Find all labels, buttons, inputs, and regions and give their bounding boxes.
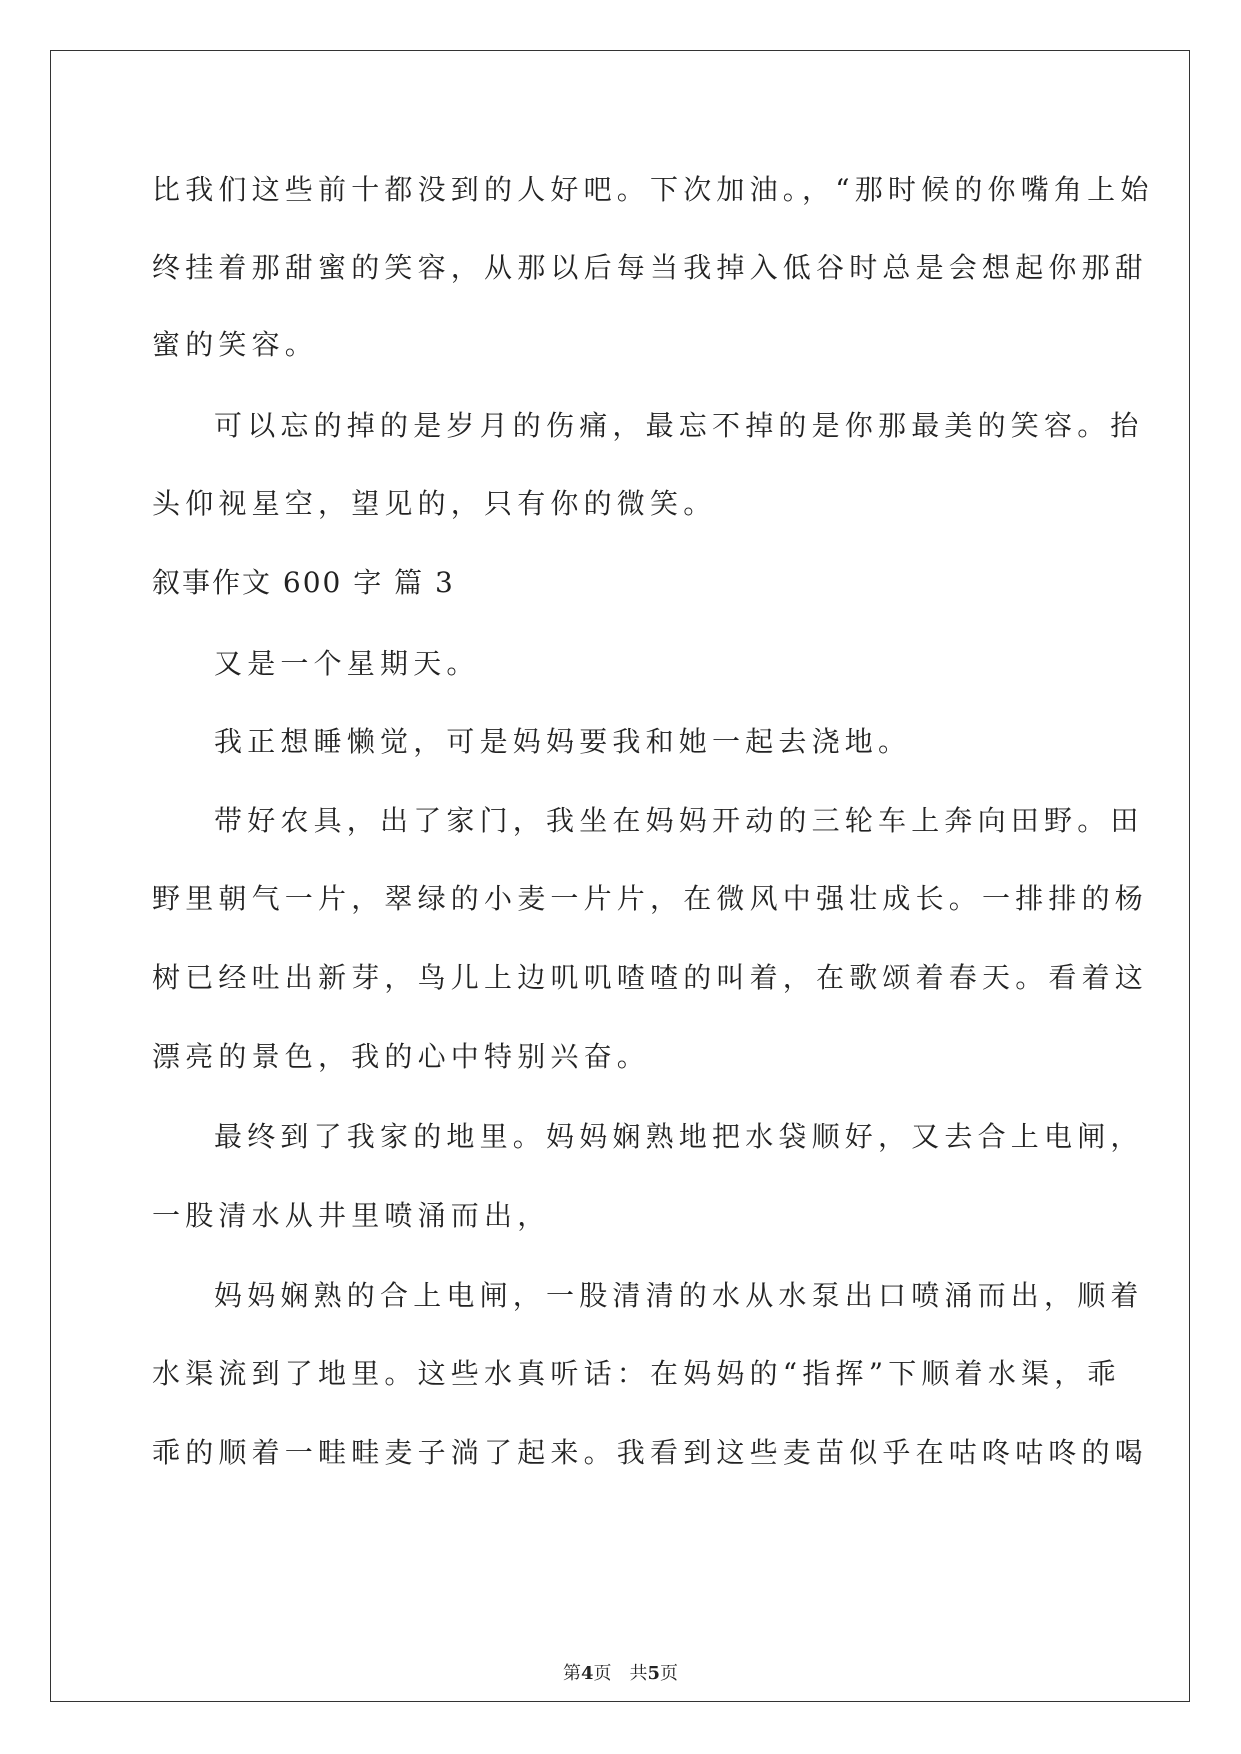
text-line: 一股清水从井里喷涌而出， (152, 1199, 551, 1232)
section-heading: 叙事作文 600 字 篇 3 (152, 566, 455, 599)
page-label-suffix: 页 (593, 1663, 612, 1684)
text-line: 妈妈娴熟的合上电闸，一股清清的水从水泵出口喷涌而出，顺着 (214, 1279, 1144, 1312)
text-line: 野里朝气一片，翠绿的小麦一片片，在微风中强壮成长。一排排的杨 (152, 882, 1149, 915)
page-label-prefix: 第 (562, 1663, 581, 1684)
text-line: 又是一个星期天。 (214, 647, 480, 680)
text-line: 终挂着那甜蜜的笑容，从那以后每当我掉入低谷时总是会想起你那甜 (152, 251, 1149, 284)
text-line: 可以忘的掉的是岁月的伤痛，最忘不掉的是你那最美的笑容。抬 (214, 409, 1144, 442)
current-page-number: 4 (580, 1663, 594, 1684)
text-line: 漂亮的景色，我的心中特别兴奋。 (152, 1040, 651, 1073)
total-page-number: 5 (647, 1663, 661, 1684)
text-line: 蜜的笑容。 (152, 328, 319, 361)
text-line: 比我们这些前十都没到的人好吧。下次加油。，“那时候的你嘴角上始 (152, 173, 1154, 206)
total-label-suffix: 页 (660, 1663, 679, 1684)
page-footer (0, 1662, 1241, 1686)
text-line: 头仰视星空，望见的，只有你的微笑。 (152, 487, 717, 520)
total-label-prefix: 共 (629, 1663, 648, 1684)
text-line: 我正想睡懒觉，可是妈妈要我和她一起去浇地。 (214, 725, 912, 758)
text-line: 最终到了我家的地里。妈妈娴熟地把水袋顺好，又去合上电闸， (214, 1120, 1144, 1153)
text-line: 水渠流到了地里。这些水真听话：在妈妈的“指挥”下顺着水渠，乖 (152, 1357, 1121, 1390)
text-line: 带好农具，出了家门，我坐在妈妈开动的三轮车上奔向田野。田 (214, 804, 1144, 837)
text-line: 乖的顺着一畦畦麦子淌了起来。我看到这些麦苗似乎在咕咚咕咚的喝 (152, 1436, 1149, 1469)
text-line: 树已经吐出新芽，鸟儿上边叽叽喳喳的叫着，在歌颂着春天。看着这 (152, 961, 1149, 994)
